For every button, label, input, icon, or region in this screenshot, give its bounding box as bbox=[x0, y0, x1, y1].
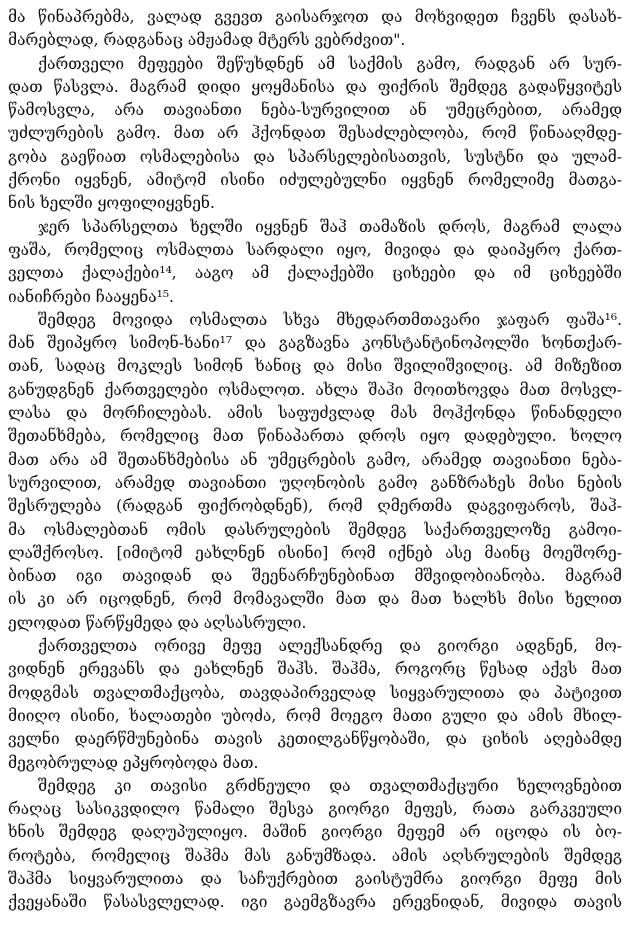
text-line: მა ოსმალებთან ომის დასრულების შემდეგ საქართველოზე გამოი- bbox=[8, 520, 622, 539]
text-line: წამოსვლა, არა თავიანთი ნება-სურვილით ან უმეცრებით, არამედ bbox=[8, 101, 622, 120]
text-line: ქრონი იყვნენ, ამიტომ ისინი იძულებულნი იყვნენ რომელიმე მათგა- bbox=[8, 171, 622, 190]
text-line: შაჰმა სიყვარულითა და საჩუქრებით გაისტუმრა გიორგი მეფე მის bbox=[8, 869, 622, 888]
text-line: ჯერ სპარსელთა ხელში იყვნენ შაჰ თამაზის დროს, მაგრამ ლალა bbox=[38, 217, 622, 236]
text-line: ქართველთა ორივე მეფე ალექსანდრე და გიორგი ადგნენ, მო- bbox=[38, 637, 622, 656]
text-line: შესრულება (რადგან ფიქრობდნენ), რომ ღმერთმა დაგვიფაროს, შაჰ- bbox=[8, 497, 622, 516]
text-line: შეთანხმება, რომელიც მათ წინაპართა დროს იყო დადებული. ხოლო bbox=[8, 427, 622, 446]
text-line: სურვილით, არამედ თავიანთი უღონობის გამო განზრახეს მისი ნების bbox=[8, 473, 622, 492]
document-page bbox=[8, 6, 622, 915]
text-line: ფაშა, რომელიც ოსმალთა სარდალი იყო, მივიდა და დაიპყრო ქართ- bbox=[8, 240, 622, 259]
text-line: ლაშქროსო. [იმიტომ ეახლნენ ისინი] რომ იქნებ ასე მაინც მოეშორე- bbox=[8, 543, 622, 562]
text-line: ველნი დაერწმუნებინა თავის კეთილგანწყობაში, და ციხის აღებამდე bbox=[8, 730, 622, 749]
text-line: ბინათ იგი თავიდან და შეენარჩუნებინათ მშვიდობიანობა. მაგრამ bbox=[8, 567, 622, 586]
text-line: მიიღო ისინი, ხალათები უბოძა, რომ მოეგო მათი გული და ამის მხილ- bbox=[8, 706, 622, 725]
text-line: ნის ხელში ყოფილიყვნენ. bbox=[8, 194, 215, 213]
text-line: მა წინაპრებმა, ვალად გვევთ გაისარჯოთ და მოხვიდეთ ჩვენს დასახ- bbox=[8, 8, 622, 26]
text-line: ლასა და მორჩილებას. ამის საფუძვლად მას მოჰქონდა წინანდელი bbox=[8, 404, 622, 423]
paragraph-5 bbox=[8, 775, 622, 915]
text-line: მან შეიპყრო სიმონ-ხანი¹⁷ და გაგზავნა კონსტანტინოპოლში ხონთქარ- bbox=[8, 334, 622, 353]
text-line: თან, სადაც მოკლეს სიმონ ხანიც და მისი შვილიშვილიც. ამ მიზეზით bbox=[8, 357, 622, 376]
text-line: ვიდნენ ერევანს და ეახლნენ შაჰს. შაჰმა, როგორც წესად აქვს მათ bbox=[8, 660, 622, 679]
text-line: ველთა ქალაქები¹⁴, ააგო ამ ქალაქებში ციხეები და იმ ციხეებში bbox=[8, 264, 622, 283]
paragraph-3 bbox=[8, 309, 622, 635]
text-line: ელოდათ წარწყმედა და აღსასრული. bbox=[8, 613, 307, 632]
text-line: ქვეყანაში წასასვლელად. იგი გაემგზავრა ერევნიდან, მივიდა თავის bbox=[8, 893, 622, 912]
text-line: მარებლად, რადგანაც ამჟამად მტერს ვებრძვით". bbox=[8, 31, 406, 50]
text-line: მოდგმას თვალთმაქცობა, თავდაპირველად სიყვარულითა და პატივით bbox=[8, 683, 622, 702]
paragraph-2 bbox=[8, 216, 622, 309]
text-line: ქართველი მეფეები შეწუხდნენ ამ საქმის გამო, რადგან არ სურ- bbox=[38, 54, 622, 73]
text-line: ის კი არ იცოდნენ, რომ მომავალში მათ და მათ ხალხს მისი ხელით bbox=[8, 590, 622, 609]
paragraph-1 bbox=[8, 6, 622, 216]
text-line: შემდეგ მოვიდა ოსმალთა სხვა მხედართმთავარი ჯაფარ ფაშა¹⁶. bbox=[38, 310, 622, 329]
text-line: უძლურების გამო. მათ არ ჰქონდათ შესაძლებლობა, რომ წინააღმდე- bbox=[8, 124, 622, 143]
text-line: გობა გაეწიათ ოსმალებისა და სპარსელებისათვის, სუსტნი და ულამ- bbox=[8, 147, 622, 166]
text-line: ხნის შემდეგ დაღუპულიყო. მაშინ გიორგი მეფემ არ იცოდა ის ბო- bbox=[8, 823, 622, 842]
text-line: რაღაც სასიკვდილო წამალი შესვა გიორგი მეფეს, რათა გარკვეული bbox=[8, 800, 622, 819]
text-line: მეგობრულად ეპყრობოდა მათ. bbox=[8, 753, 259, 772]
text-line: მათ არა ამ შეთანხმებისა ან უმეცრების გამო, არამედ თავიანთი ნება- bbox=[8, 450, 622, 469]
text-line: დათ წასვლა. მაგრამ დიდი ყოყმანისა და ფიქრის შემდეგ გადაწყვიტეს bbox=[8, 77, 622, 96]
paragraph-4 bbox=[8, 635, 622, 775]
text-line: იანიჩრები ჩააყენა¹⁵. bbox=[8, 287, 174, 306]
text-line: განუდგნენ ქართველები ოსმალოთ. ახლა შაჰი მოითხოვდა მათ მოსვლ- bbox=[8, 380, 622, 399]
text-line: როტება, რომელიც შაჰმა მას განუმზადა. ამის აღსრულების შემდეგ bbox=[8, 846, 622, 865]
text-line: შემდეგ კი თავისი გრძნეული და თვალთმაქცური ხელოვნებით bbox=[38, 776, 622, 795]
